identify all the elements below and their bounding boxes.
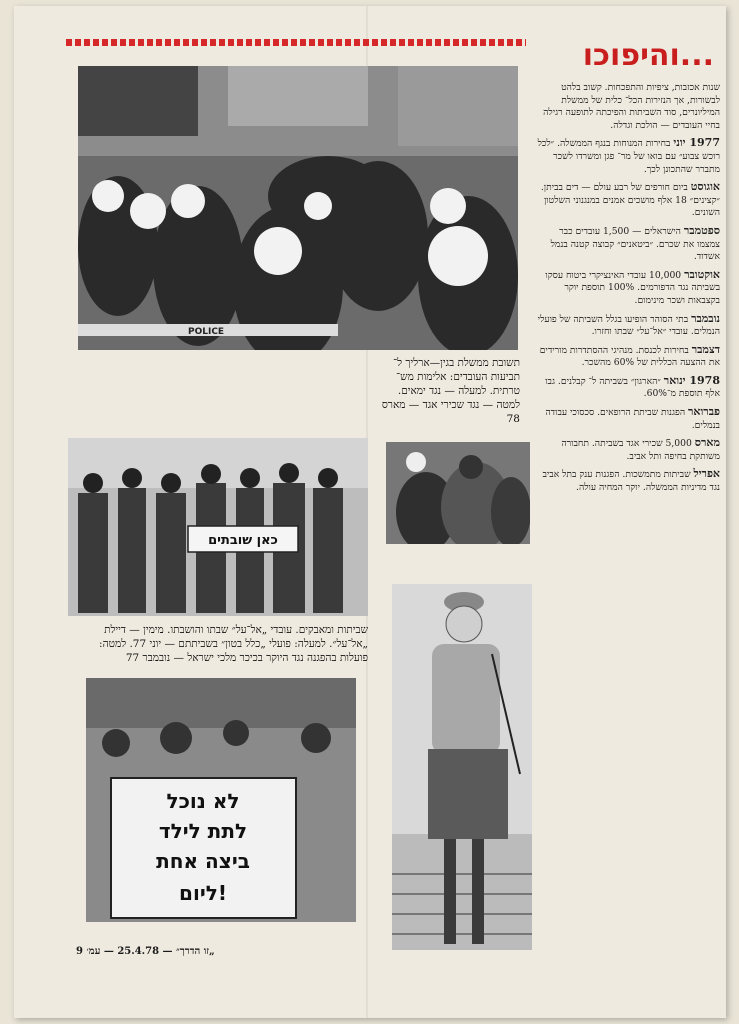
newspaper-page	[14, 6, 726, 1018]
article-intro: שנות אכזבות, ציפיות והתפכחות. קשוב בלהט לבשורות, אך הנזירות הכל־ כלית של ממשלת המיליונרים, סוד השביתות והפיכתה לתופעה רגילה בחיי העובדים — הולכת וגדלה.	[543, 82, 720, 131]
timeline-text: בתי הסוהר הופיעו בגלל השביתה של פועלי הנמלים. עובדי ״אל־על״ שבתו וחזרו.	[537, 313, 720, 338]
timeline-date: אפריל	[693, 467, 720, 481]
timeline-date: ספטמבר	[683, 223, 720, 237]
timeline-date: פברואר	[688, 405, 720, 419]
timeline-entry	[536, 468, 720, 494]
timeline-date: 1977 יוני	[673, 136, 720, 150]
decorative-red-rule	[66, 39, 526, 46]
timeline-entry	[536, 344, 720, 370]
timeline-text: ״הארגון״ בשביתה ל־ קבלנים. גבו אלף תוספת מ־60%.	[545, 375, 720, 400]
strike-struggle-image	[386, 442, 530, 544]
workers-image	[68, 438, 368, 616]
workers-sign-text: כאן שובתים	[208, 533, 278, 548]
timeline-text: הפגנות שביתת הרופאים. סכסוכי עבודה בנמלים.	[545, 407, 720, 431]
timeline-text: בחירות לכנסת. מנהיגי ההסתדרות מורידים את ההצעה הכללית של 60% מהשכר.	[539, 344, 720, 369]
timeline-text: 5,000 שכירי אגד בשביתה. תחבורה משותקת בחיפה ותל אביב.	[561, 438, 720, 462]
article-column	[536, 82, 720, 1010]
photo-workers-strike	[68, 438, 368, 616]
stewardess-image	[392, 584, 532, 950]
police-riot-image	[78, 66, 518, 350]
timeline-entry	[536, 375, 720, 401]
timeline-date: דצמבר	[691, 342, 720, 356]
protest-image	[86, 678, 356, 922]
photo-strike-struggle	[386, 442, 530, 544]
photo-stewardess	[392, 584, 532, 950]
timeline-entry	[536, 225, 720, 264]
timeline-date: נובמבר	[691, 311, 720, 325]
timeline-text: שביתות מתמשכות. הפגנות ענק בתל אביב נגד מדיניות הממשלה. יוקר המחיה עולה.	[542, 469, 720, 494]
photo-police-riot	[78, 66, 518, 350]
timeline-date: אוקטובר	[684, 267, 720, 281]
timeline-date: מארס	[694, 436, 720, 450]
protest-sign-line-3: ביצה אחת	[156, 849, 250, 873]
svg-text:POLICE: POLICE	[188, 327, 225, 337]
timeline-text: בחירות המנוחות בנגף הממשלה. ״לכל רוכש צבוע״ עם בואו של מר־ פגן ומשרדו לשכר מתברר שהתכונן לכך.	[537, 138, 720, 175]
timeline-text: 10,000 עובדי האינציקרי ביטוח עסקו בשביתה נגד הדפורמים. 100% תוספת יוקר בקצבאות ושכר מינימום.	[545, 269, 720, 306]
caption-workers: שביתות ומאבקים. עובדי „אל־על״ שבתו והושבתו. מימין — דיילת „אל־על״. למעלה: פועלי „כלל בטון״ בשביתתם — יוני 77. למטה: פועלות בהפגנה נגד היוקר בכיכר מלכי ישראל — נובמבר 77	[99, 624, 368, 664]
timeline-entry	[536, 437, 720, 463]
timeline-text: ביום חורפים של רבע עולם — דים בביתן. ״קצינים״ 18 אלף מושכים אמנים במנגנוני השלטון השונים.	[540, 182, 720, 219]
timeline-entry	[536, 137, 720, 176]
timeline-entry	[536, 181, 720, 220]
protest-sign-line-4: ליום!	[179, 881, 227, 905]
photo-protest-sign	[86, 678, 356, 922]
page-footer: „זו הדרך״ — 25.4.78 — עמ׳ 9	[76, 946, 215, 957]
timeline-text: הישראלים — 1,500 עובדים כבר צמצמו את שכרם. ״ביטאנים״ קבוצה קטנה בנמל אשדוד.	[550, 225, 720, 263]
timeline-entry	[536, 313, 720, 339]
protest-sign-line-2: לתת לילד	[158, 819, 248, 843]
page-headline: ...והיפוכו	[582, 38, 714, 73]
timeline-date: 1978 ינואר	[663, 373, 720, 387]
timeline-entry	[536, 269, 720, 308]
timeline-entry	[536, 406, 720, 432]
caption-police-riot: תשובת ממשלת בגין—ארליך ל־ תביעות העובדים: אלימות מש־ טרתית. למעלה — נגד ימאים. למטה — נגד שכירי אגד — מארס 78	[381, 357, 520, 425]
timeline-date: אוגוסט	[690, 180, 720, 194]
protest-sign-line-1: לא נוכל	[166, 789, 240, 813]
